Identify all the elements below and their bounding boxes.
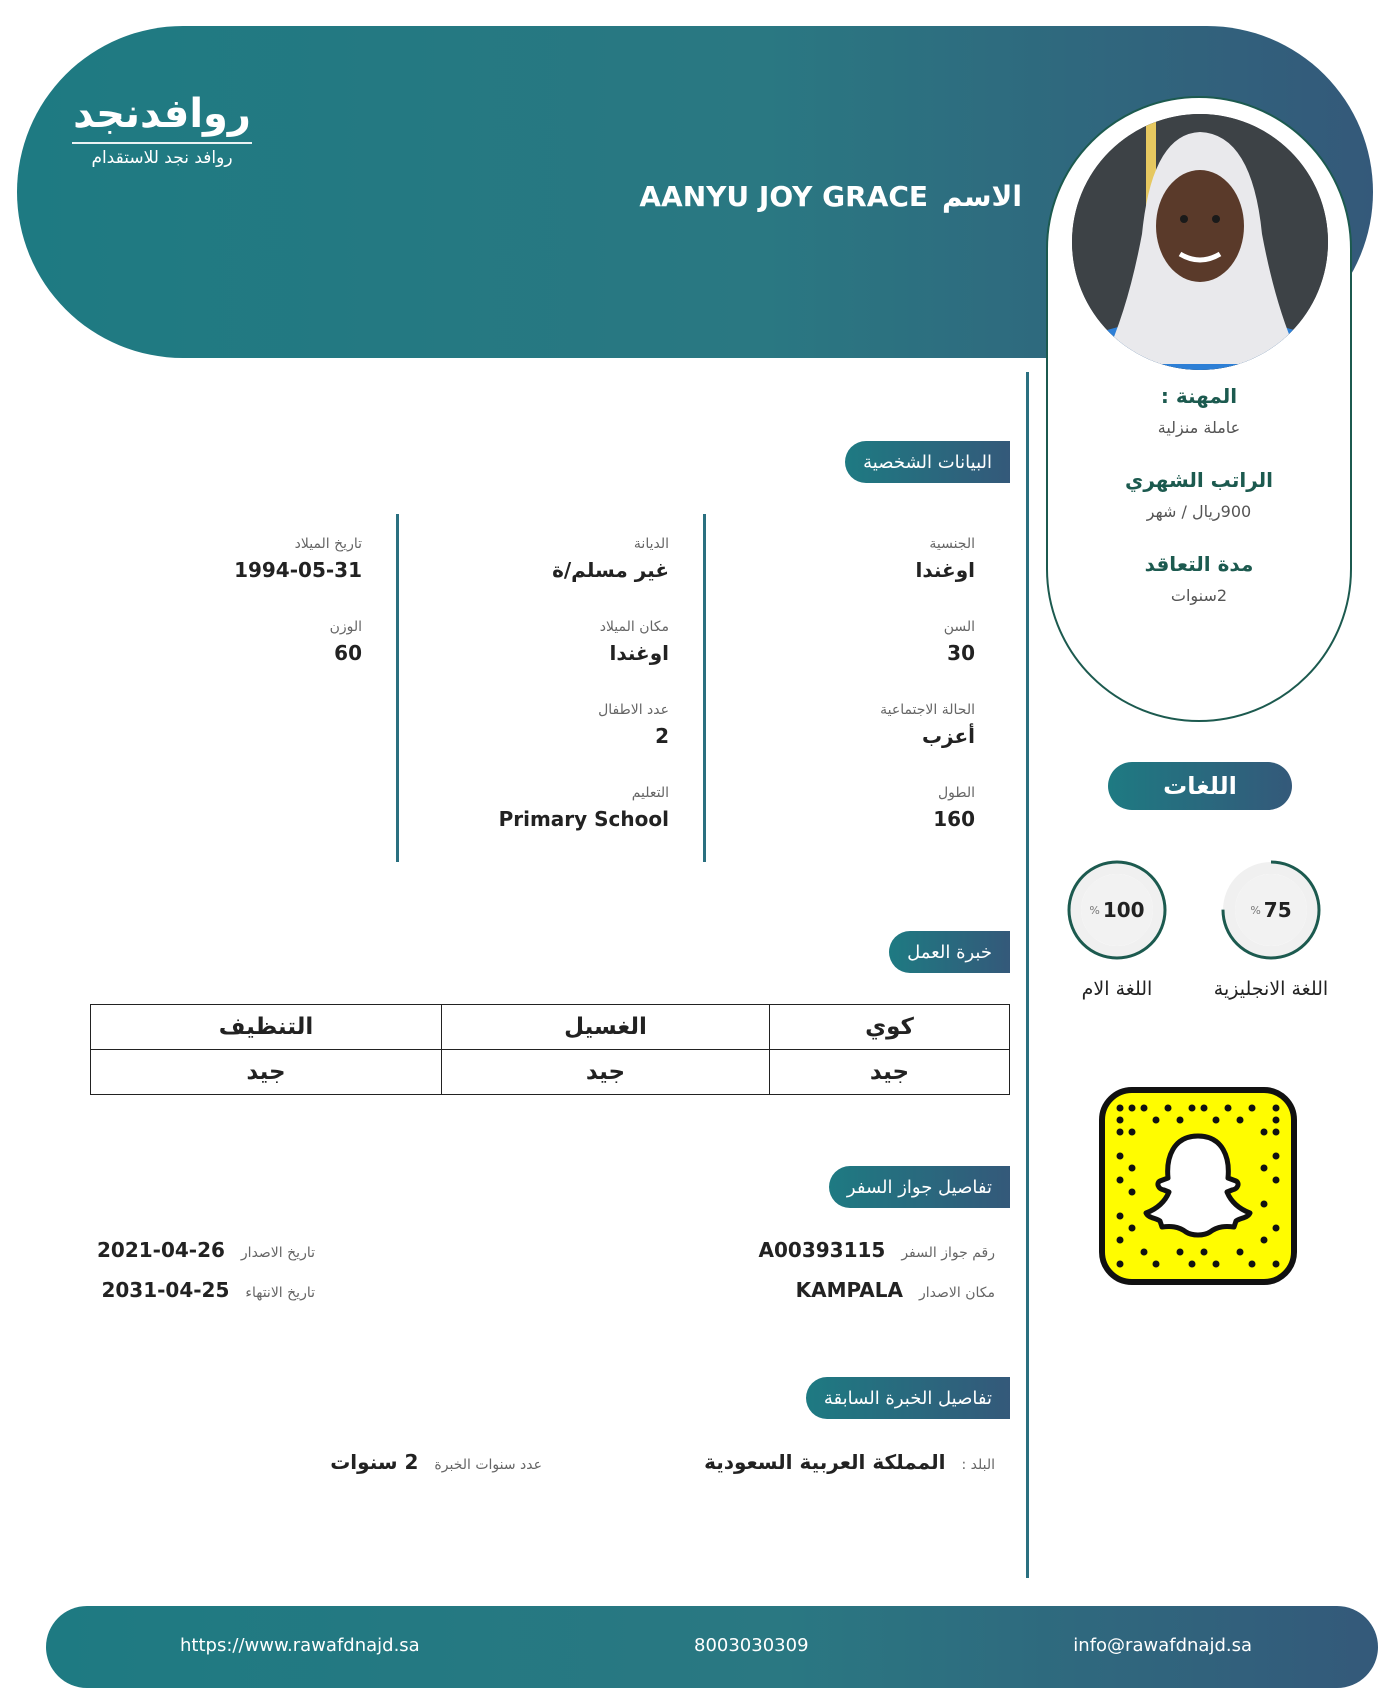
profession-label: المهنة : — [1160, 384, 1238, 408]
field-value: A00393115 — [758, 1238, 886, 1262]
skill-value: جيد — [91, 1050, 442, 1095]
previous-years-row — [330, 1450, 542, 1474]
skill-header: التنظيف — [91, 1005, 442, 1050]
field-value: 2 سنوات — [330, 1450, 419, 1474]
name-value: AANYU JOY GRACE — [639, 180, 929, 213]
field-label: الطول — [937, 785, 975, 801]
previous-country-row — [704, 1450, 995, 1474]
field-weight — [330, 619, 362, 665]
passport-expiry-row — [101, 1278, 315, 1302]
field-value: 30 — [947, 641, 975, 665]
worker-photo — [1072, 114, 1328, 370]
gauge-number: 100 — [1102, 898, 1145, 922]
timeline-line — [1026, 372, 1029, 1578]
field-value: 1994-05-31 — [234, 558, 362, 582]
section-previous-experience: تفاصيل الخبرة السابقة — [806, 1377, 1010, 1419]
footer-website-link[interactable]: https://www.rawafdnajd.sa — [180, 1635, 420, 1656]
snapchat-qr-icon[interactable] — [1098, 1086, 1298, 1286]
field-label: الحالة الاجتماعية — [880, 702, 975, 718]
table-row — [91, 1050, 1010, 1095]
field-label: تاريخ الانتهاء — [245, 1285, 315, 1301]
field-value: المملكة العربية السعودية — [704, 1450, 946, 1474]
profession-value: عاملة منزلية — [1157, 418, 1241, 437]
profession-block — [1048, 384, 1350, 437]
field-children — [598, 702, 669, 748]
language-name: اللغة الانجليزية — [1213, 978, 1329, 1000]
field-religion — [552, 536, 669, 582]
passport-number-row — [759, 1238, 995, 1262]
passport-issue-date-row — [97, 1238, 315, 1262]
field-value: اوغندا — [915, 558, 975, 582]
gauge-value — [1065, 858, 1169, 962]
field-value: 160 — [933, 807, 975, 831]
field-marital-status — [880, 702, 975, 748]
percent-sign: % — [1250, 903, 1261, 917]
field-label: البلد : — [961, 1457, 995, 1473]
column-divider — [703, 514, 706, 862]
field-value: 2021-04-26 — [96, 1238, 225, 1262]
field-label: الوزن — [329, 619, 362, 635]
footer-email-link[interactable]: info@rawafdnajd.sa — [1073, 1635, 1252, 1656]
section-personal: البيانات الشخصية — [845, 441, 1010, 483]
logo-divider — [72, 142, 252, 144]
section-passport: تفاصيل جواز السفر — [829, 1166, 1010, 1208]
column-divider — [396, 514, 399, 862]
salary-value: 900ريال / شهر — [1146, 502, 1252, 521]
field-dob — [234, 536, 362, 582]
field-label: مكان الاصدار — [919, 1285, 995, 1301]
percent-sign: % — [1089, 903, 1100, 917]
field-label: تاريخ الميلاد — [294, 536, 362, 552]
gauge-number: 75 — [1263, 898, 1292, 922]
language-name: اللغة الام — [1081, 978, 1153, 1000]
worker-photo-illustration — [1072, 114, 1328, 370]
passport-issue-place-row — [796, 1278, 995, 1302]
field-birthplace — [600, 619, 669, 665]
field-value: 60 — [334, 641, 362, 665]
skill-value: جيد — [770, 1050, 1010, 1095]
field-value: اوغندا — [609, 641, 669, 665]
table-row — [91, 1005, 1010, 1050]
section-experience: خبرة العمل — [889, 931, 1010, 973]
footer-phone[interactable]: 8003030309 — [694, 1635, 809, 1656]
field-value: Primary School — [498, 807, 669, 831]
skill-header: الغسيل — [442, 1005, 770, 1050]
languages-title: اللغات — [1108, 762, 1292, 810]
field-height — [933, 785, 975, 831]
field-label: عدد الاطفال — [598, 702, 669, 718]
profile-card — [1046, 96, 1352, 722]
salary-label: الراتب الشهري — [1125, 468, 1273, 492]
field-label: الديانة — [633, 536, 669, 552]
skill-header: كوي — [770, 1005, 1010, 1050]
name-label: الاسم — [942, 180, 1022, 213]
contract-block — [1048, 552, 1350, 605]
skill-value: جيد — [442, 1050, 770, 1095]
field-value: KAMPALA — [795, 1278, 903, 1302]
field-label: مكان الميلاد — [599, 619, 669, 635]
logo-subtitle: روافد نجد للاستقدام — [91, 148, 233, 168]
field-value: أعزب — [921, 724, 975, 748]
field-label: التعليم — [631, 785, 669, 801]
field-age — [944, 619, 975, 665]
field-value: غير مسلم/ة — [552, 558, 669, 582]
field-value: 2 — [655, 724, 669, 748]
field-nationality — [915, 536, 975, 582]
field-label: تاريخ الاصدار — [240, 1245, 315, 1261]
language-gauge — [1065, 858, 1169, 962]
gauge-value — [1219, 858, 1323, 962]
company-logo — [72, 92, 252, 168]
field-label: رقم جواز السفر — [901, 1245, 995, 1261]
worker-name-row — [639, 180, 1022, 213]
skills-table — [90, 1004, 1010, 1095]
field-label: السن — [943, 619, 975, 635]
field-label: عدد سنوات الخبرة — [434, 1457, 542, 1473]
salary-block — [1048, 468, 1350, 521]
language-gauge — [1219, 858, 1323, 962]
field-label: الجنسية — [929, 536, 975, 552]
field-education — [499, 785, 669, 831]
contract-label: مدة التعاقد — [1144, 552, 1254, 576]
footer-bar — [46, 1606, 1378, 1688]
field-value: 2031-04-25 — [101, 1278, 230, 1302]
contract-value: 2سنوات — [1170, 586, 1228, 605]
logo-mark: روافدنجد — [73, 91, 251, 137]
